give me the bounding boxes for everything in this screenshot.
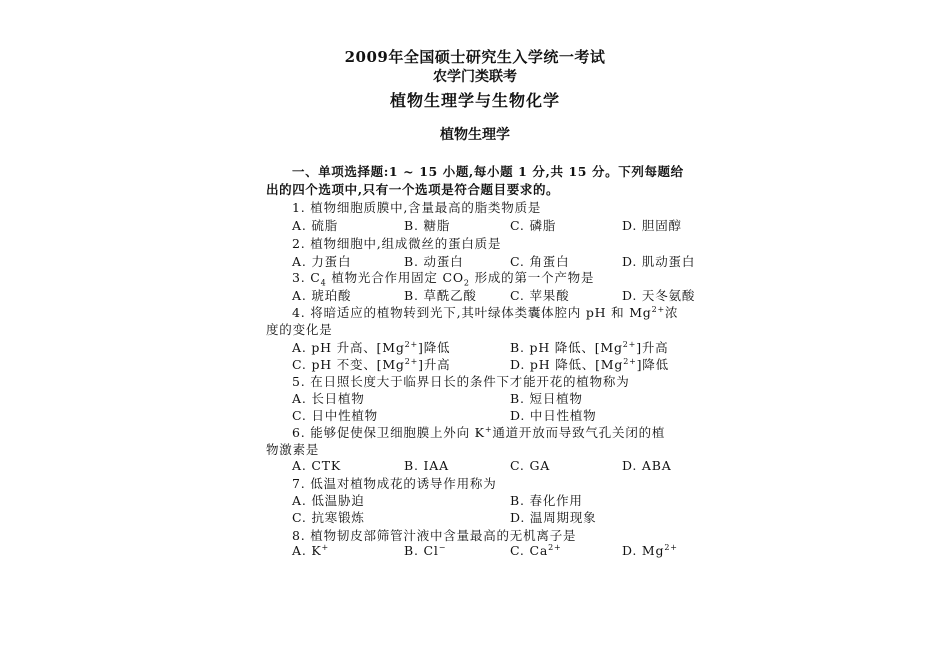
- question-7-option-c: C. 抗寒锻炼: [292, 510, 365, 525]
- question-4-option-b: B. pH 降低、$[Mg^{2+}]$升高: [510, 339, 669, 355]
- exam-subject: 植物生理学与生物化学: [389, 91, 560, 110]
- question-7-option-b: B. 春化作用: [510, 493, 583, 508]
- question-1-stem: 1. 植物细胞质膜中,含量最高的脂类物质是: [292, 200, 542, 215]
- question-5-option-b: B. 短日植物: [510, 391, 583, 406]
- question-8-stem: 8. 植物韧皮部筛管汁液中含量最高的无机离子是: [292, 528, 577, 543]
- question-4-stem-cont: 度的变化是: [266, 322, 333, 337]
- question-8-option-d: D. $Mg^{2+}$: [622, 543, 678, 559]
- instructions-line-1: 一、单项选择题:1 ~ 15 小题,每小题 1 分,共 15 分。下列每题给: [292, 164, 684, 179]
- question-3-stem: 3. $C_4$ 植物光合作用固定 $CO_2$ 形成的第一个产物是: [292, 270, 595, 288]
- question-5-option-c: C. 日中性植物: [292, 408, 378, 423]
- question-2-option-c: C. 角蛋白: [510, 254, 570, 269]
- question-1-option-b: B. 糖脂: [404, 218, 451, 233]
- question-5-option-a: A. 长日植物: [292, 391, 365, 406]
- question-8-option-a: A. K+: [292, 543, 330, 559]
- question-2-option-d: D. 肌动蛋白: [622, 254, 696, 269]
- question-1-option-c: C. 磷脂: [510, 218, 557, 233]
- question-7-stem: 7. 低温对植物成花的诱导作用称为: [292, 476, 497, 491]
- question-8-option-b: B. Cl−: [404, 543, 447, 559]
- exam-title: 2009年全国硕士研究生入学统一考试: [344, 48, 606, 66]
- question-4-option-a: A. pH 升高、$[Mg^{2+}]$降低: [292, 339, 451, 355]
- question-3-option-c: C. 苹果酸: [510, 288, 570, 303]
- question-1-option-d: D. 胆固醇: [622, 218, 682, 233]
- question-6-option-b: B. IAA: [404, 458, 449, 473]
- question-7-option-d: D. 温周期现象: [510, 510, 597, 525]
- question-4-stem: 4. 将暗适应的植物转到光下,其叶绿体类囊体腔内 pH 和 $Mg^{2+}$浓: [292, 304, 679, 320]
- question-5-stem: 5. 在日照长度大于临界日长的条件下才能开花的植物称为: [292, 374, 630, 389]
- question-6-stem-cont: 物激素是: [266, 442, 320, 457]
- section-heading: 植物生理学: [440, 127, 510, 143]
- question-8-option-c: C. $Ca^{2+}$: [510, 543, 562, 559]
- question-4-option-d: D. pH 降低、$[Mg^{2+}]$降低: [510, 356, 669, 372]
- question-1-option-a: A. 硫脂: [292, 218, 338, 233]
- question-3-option-b: B. 草酰乙酸: [404, 288, 477, 303]
- question-6-option-c: C. GA: [510, 458, 551, 473]
- exam-subtitle: 农学门类联考: [433, 69, 517, 85]
- question-7-option-a: A. 低温胁迫: [292, 493, 365, 508]
- question-3-option-d: D. 天冬氨酸: [622, 288, 696, 303]
- question-3-option-a: A. 琥珀酸: [292, 288, 352, 303]
- question-6-option-d: D. ABA: [622, 458, 672, 473]
- question-6-stem: 6. 能够促使保卫细胞膜上外向 K+通道开放而导致气孔关闭的植: [292, 424, 666, 440]
- question-6-option-a: A. CTK: [292, 458, 342, 473]
- question-2-option-a: A. 力蛋白: [292, 254, 352, 269]
- instructions-line-2: 出的四个选项中,只有一个选项是符合题目要求的。: [266, 182, 560, 197]
- question-2-stem: 2. 植物细胞中,组成微丝的蛋白质是: [292, 236, 502, 251]
- question-2-option-b: B. 动蛋白: [404, 254, 464, 269]
- question-5-option-d: D. 中日性植物: [510, 408, 597, 423]
- question-4-option-c: C. pH 不变、$[Mg^{2+}]$升高: [292, 356, 451, 372]
